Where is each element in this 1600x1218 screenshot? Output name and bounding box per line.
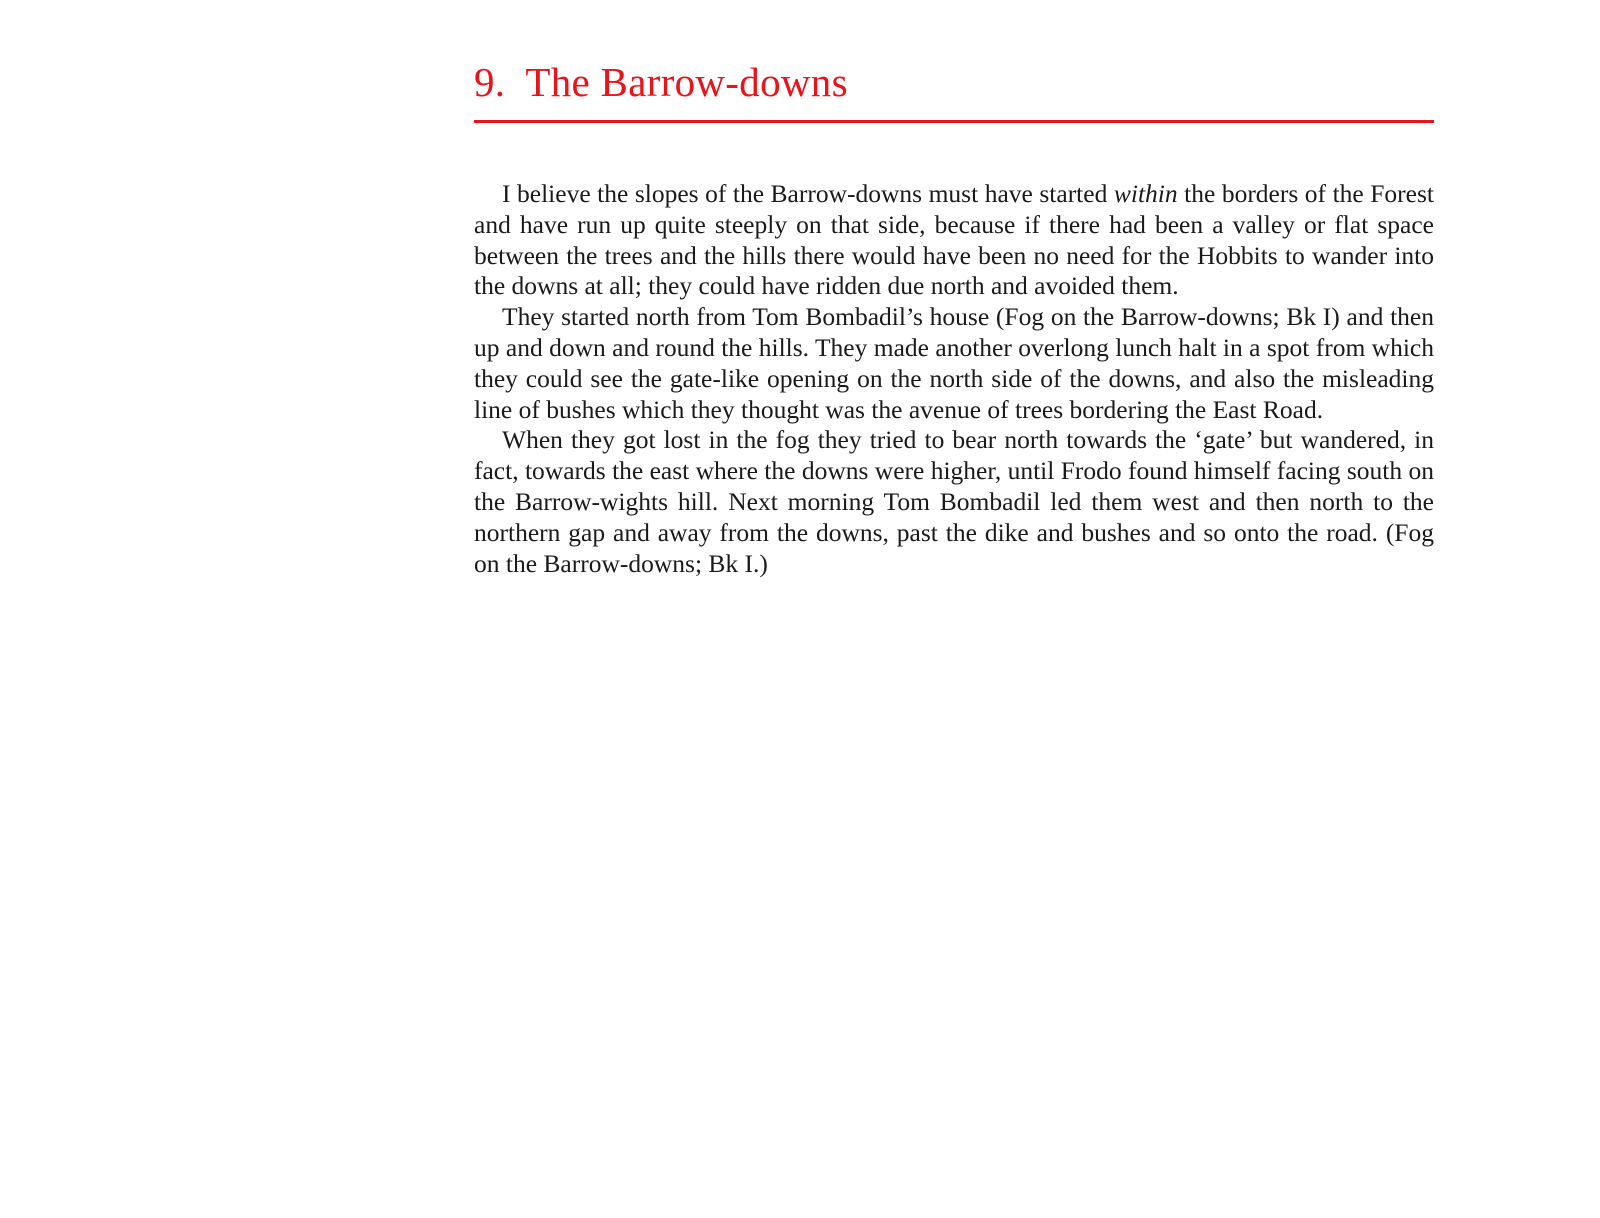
paragraph-2: They started north from Tom Bombadil’s house (Fog on the Barrow-downs; Bk I) and then up and down and round the hills. They made another overlong lunch halt in a spot from which they could see the gate-like opening on the north side of the downs, and also the misleading line of bushes which they thought was the avenue of trees bordering the East Road. <box>474 302 1434 424</box>
paragraph-3: When they got lost in the fog they tried to bear north towards the ‘gate’ but wandered, in fact, towards the east where the downs were higher, until Frodo found himself facing south on the Barrow-wights hill. Next morning Tom Bombadil led them west and then north to the northern gap and away from the downs, past the dike and bushes and so onto the road. (Fog on the Barrow-downs; Bk I.) <box>474 425 1434 578</box>
paragraph-1-emphasis: within <box>1113 179 1178 208</box>
title-rule <box>474 120 1434 123</box>
chapter-body <box>474 179 1434 579</box>
chapter-title <box>474 58 1434 107</box>
chapter-header <box>474 58 1434 107</box>
chapter-title-text: The Barrow-downs <box>525 59 848 105</box>
paragraph-1 <box>474 179 1434 302</box>
paragraph-1-after: the borders of the Forest and have run up quite steeply on that side, because if there had been a valley or flat space between the trees and the hills there would have been no need for the Hobbits to wander into the downs at all; they could have ridden due north and avoided them. <box>474 179 1434 301</box>
chapter-number: 9. <box>474 59 506 105</box>
paragraph-1-before: I believe the slopes of the Barrow-downs must have started <box>502 179 1114 208</box>
